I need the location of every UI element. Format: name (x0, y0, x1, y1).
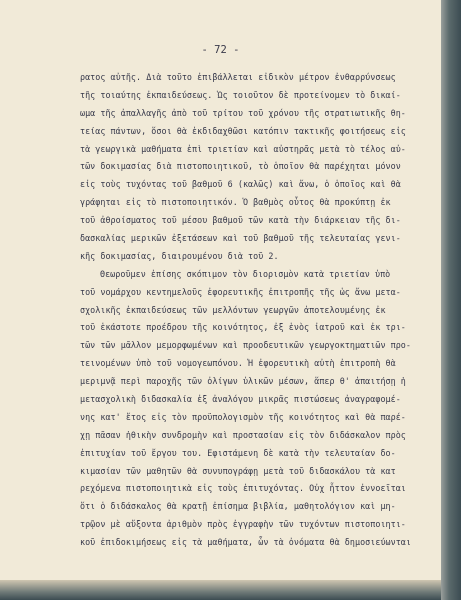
text-line: κιμασίαν τῶν μαθητῶν θὰ συνυπογράφῃ μετὰ τοῦ διδασκάλου τὰ κατ (80, 465, 396, 476)
text-line: δασκαλίας μερικῶν ἐξετάσεων καὶ τοῦ βαθμοῦ τῆς τελευταίας γενι- (80, 233, 401, 244)
text-line: τὰ γεωργικὰ μαθήματα ἐπὶ τριετίαν καὶ αὐστηρᾶς μετὰ τὸ τέλος αὐ- (80, 143, 406, 154)
paragraph (80, 69, 430, 266)
text-line: ὅτι ὁ διδάσκαλος θὰ κρατῇ ἐπίσημα βιβλία, μαθητολόγιον καὶ μη- (80, 501, 396, 512)
text-line: τρῷον μὲ αὔξοντα ἀριθμὸν πρὸς ἐγγραφὴν τῶν τυχόντων πιστοποιητι- (80, 519, 406, 530)
page-number: - 72 - (201, 44, 240, 56)
text-line: κῆς δοκιμασίας, διαιρουμένου διὰ τοῦ 2. (80, 250, 279, 261)
paragraph (80, 266, 430, 552)
text-line: μετασχολικὴ διδασκαλία ἐξ ἀναλόγου μικρᾶς πιστώσεως ἀναγραφομέ- (80, 394, 401, 405)
text-line: μεριμνᾷ περὶ παροχῆς τῶν ὀλίγων ὑλικῶν μέσων, ἅπερ θ' ἀπαιτήσῃ ἡ (80, 376, 406, 387)
text-line: τῶν δοκιμασίας διὰ πιστοποιητικοῦ, τὸ ὁποῖον θὰ παρέχηται μόνον (80, 161, 401, 172)
text-line: τεινομένων ὑπὸ τοῦ νομογεωπόνου. Ἡ ἐφορευτικὴ αὐτὴ ἐπιτροπὴ θὰ (80, 358, 396, 369)
text-line: τείας πάντων, ὅσοι θὰ ἐκδιδαχθῶσι κατόπιν τακτικῆς φοιτήσεως εἰς (80, 125, 406, 136)
text-line: κοῦ ἐπιδοκιμήσεως εἰς τὰ μαθήματα, ὧν τὰ ὀνόματα θὰ δημοσιεύωνται (80, 537, 411, 548)
text-line: σχολικῆς ἐκπαιδεύσεως τῶν μελλόντων γεωργῶν ἀποτελουμένης ἐκ (80, 304, 386, 315)
text-line: γράφηται εἰς τὸ πιστοποιητικόν. Ὁ βαθμὸς οὗτος θὰ προκύπτῃ ἐκ (80, 197, 391, 208)
text-line: ρεχόμενα πιστοποιητικὰ εἰς τοὺς ἐπιτυχόντας. Οὐχ ἧττον ἐννοεῖται (80, 483, 406, 494)
text-line: τοῦ ἑκάστοτε προέδρου τῆς κοινότητος, ἐξ ἑνὸς ἰατροῦ καὶ ἐκ τρι- (80, 322, 406, 333)
body-text (80, 69, 430, 552)
text-line: ρατος αὐτῆς. Διὰ τοῦτο ἐπιβάλλεται εἰδικὸν μέτρον ἐνθαρρύνσεως (80, 72, 396, 82)
text-line: Θεωροῦμεν ἐπίσης σκόπιμον τὸν διορισμὸν κατὰ τριετίαν ὑπὸ (100, 268, 391, 279)
text-line: ἐπιτυχίαν τοῦ ἔργου του. Εφιστάμενη δὲ κατὰ τὴν τελευταίαν δο- (80, 447, 396, 458)
text-line: χῃ πᾶσαν ἠθικὴν συνδρομὴν καὶ προστασίαν εἰς τὸν διδάσκαλον πρὸς (80, 429, 406, 440)
text-line: τοῦ ἀθροίσματος τοῦ μέσου βαθμοῦ τῶν κατὰ τὴν διάρκειαν τῆς δι- (80, 215, 401, 226)
text-line: εἰς τοὺς τυχόντας τοῦ βαθμοῦ 6 (καλῶς) καὶ ἄνω, ὁ ὁποῖος καὶ θὰ (80, 179, 401, 190)
text-line: νης κατ' ἔτος εἰς τὸν προϋπολογισμὸν τῆς κοινότητος καὶ θὰ παρέ- (80, 411, 406, 422)
page-stack-edge (441, 0, 461, 600)
text-line: τοῦ νομάρχου κεντημελοῦς ἐφορευτικῆς ἐπιτροπῆς τῆς ὡς ἄνω μετα- (80, 286, 401, 297)
text-line: τῆς τοιαύτης ἐκπαιδεύσεως. Ὡς τοιοῦτον δὲ προτείνομεν τὸ δικαί- (80, 89, 401, 100)
text-line: ωμα τῆς ἀπαλλαγῆς ἀπὸ τοῦ τρίτου τοῦ χρόνου τῆς στρατιωτικῆς θη- (80, 107, 406, 118)
text-line: τῶν τῶν μᾶλλον μεμορφωμένων καὶ προοδευτικῶν γεωργοκτηματιῶν προ- (80, 340, 411, 351)
page-bottom-edge (0, 580, 441, 600)
